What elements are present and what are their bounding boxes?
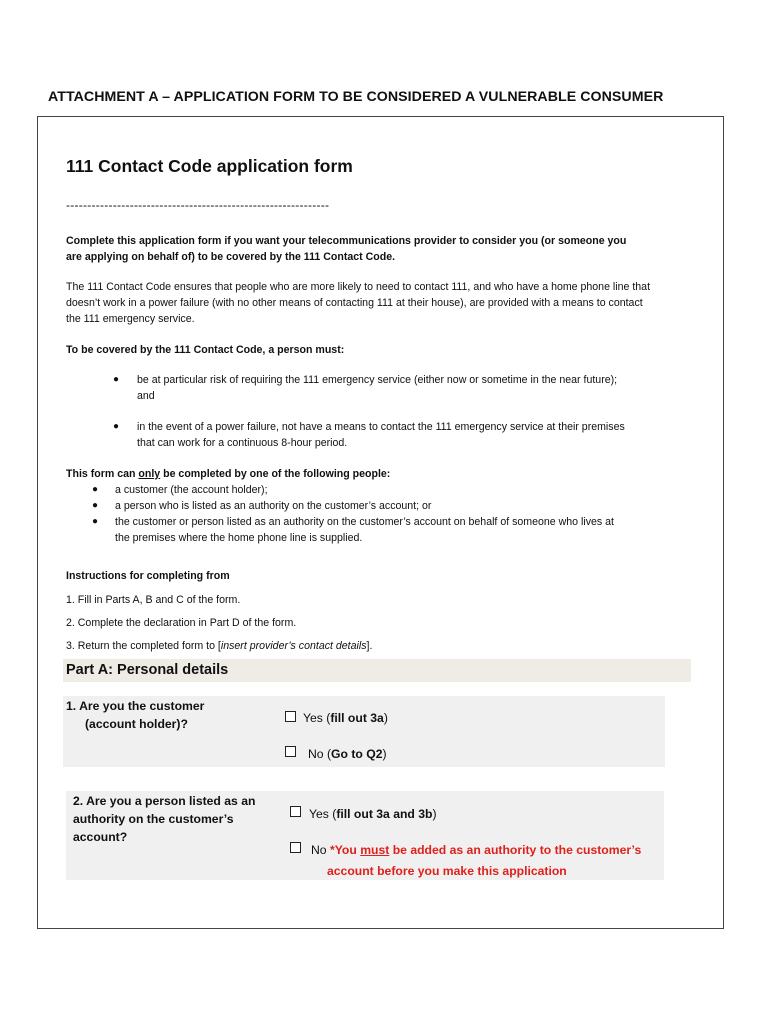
intro-text [66,233,726,265]
list-item: a person who is listed as an authority on the customer’s account; or [115,500,432,512]
warning-text: be added as an authority to the customer’s [389,843,642,857]
step-text: ]. [366,640,373,652]
option-q1-no [308,747,387,761]
description-line: The 111 Contact Code ensures that people who are more likely to need to contact 111, and who have a home phone line that [66,281,651,293]
bullet-text: and [137,390,155,402]
option-text: fill out 3a and 3b [336,807,433,821]
bullet-icon: ● [92,484,99,495]
option-q2-yes [309,807,437,821]
question-line: (account holder)? [85,717,188,731]
question-line: authority on the customer’s [73,812,234,826]
option-text: fill out 3a [330,711,384,725]
bullet-text: that can work for a continuous 8-hour period. [137,437,348,449]
description-line: the 111 emergency service. [66,313,195,325]
question-line: 2. Are you a person listed as an [73,794,256,808]
option-text: Yes ( [309,807,337,821]
warning-emphasis: must [360,843,390,857]
checkbox-q1-no[interactable] [285,746,296,757]
list-item: the customer or person listed as an authority on the customer’s account on behalf of someone who lives at [115,516,614,528]
step-2: 2. Complete the declaration in Part D of the form. [66,617,297,629]
option-q1-yes [303,711,388,725]
step-placeholder: insert provider’s contact details [220,640,367,652]
form-title: 111 Contact Code application form [66,156,353,176]
step-text: 3. Return the completed form to [ [66,640,221,652]
checkbox-q2-yes[interactable] [290,806,301,817]
step-3 [66,638,372,654]
question-line: account? [73,830,128,844]
who-heading-text: be completed by one of the following people: [160,468,391,480]
option-text: No [311,843,330,857]
must-heading: To be covered by the 111 Contact Code, a person must: [66,344,345,356]
option-text: Go to Q2 [331,747,383,761]
must-bullet-1 [137,372,717,404]
warning-text-line-2: account before you make this application [327,864,567,878]
dashed-divider: -------------------------------------------------------------- [66,198,330,212]
who-heading [66,466,390,482]
intro-line: Complete this application form if you want your telecommunications provider to consider you (or someone you [66,235,627,247]
must-bullet-2 [137,419,717,451]
option-text: ) [383,711,388,725]
checkbox-q2-no[interactable] [290,842,301,853]
who-heading-emphasis: only [138,468,161,480]
question-2-label [73,792,255,846]
list-item: a customer (the account holder); [115,484,268,496]
list-item: the premises where the home phone line is supplied. [115,532,363,544]
bullet-text: be at particular risk of requiring the 111 emergency service (either now or sometime in the near future); [137,374,618,386]
option-text: Yes ( [303,711,331,725]
description-line: doesn’t work in a power failure (with no other means of contacting 111 at their house), are provided with a means to contact [66,297,643,309]
warning-text: *You [329,843,361,857]
option-q2-no [311,843,641,857]
bullet-icon: ● [92,516,99,527]
description-text [66,279,746,327]
option-text: ) [382,747,387,761]
step-1: 1. Fill in Parts A, B and C of the form. [66,594,241,606]
question-1-label [66,697,204,733]
option-text: No ( [308,747,332,761]
bullet-text: in the event of a power failure, not have a means to contact the 111 emergency service at their premises [137,421,625,433]
part-a-title: Part A: Personal details [66,662,229,678]
bullet-icon: ● [113,421,120,432]
bullet-icon: ● [113,374,120,385]
option-text: ) [432,807,437,821]
checkbox-q1-yes[interactable] [285,711,296,722]
who-list [115,482,715,546]
attachment-title: ATTACHMENT A – APPLICATION FORM TO BE CONSIDERED A VULNERABLE CONSUMER [48,89,664,105]
instructions-heading: Instructions for completing from [66,570,230,582]
bullet-icon: ● [92,500,99,511]
who-heading-text: This form can [66,468,139,480]
question-line: 1. Are you the customer [66,699,205,713]
intro-line: are applying on behalf of) to be covered by the 111 Contact Code. [66,251,396,263]
